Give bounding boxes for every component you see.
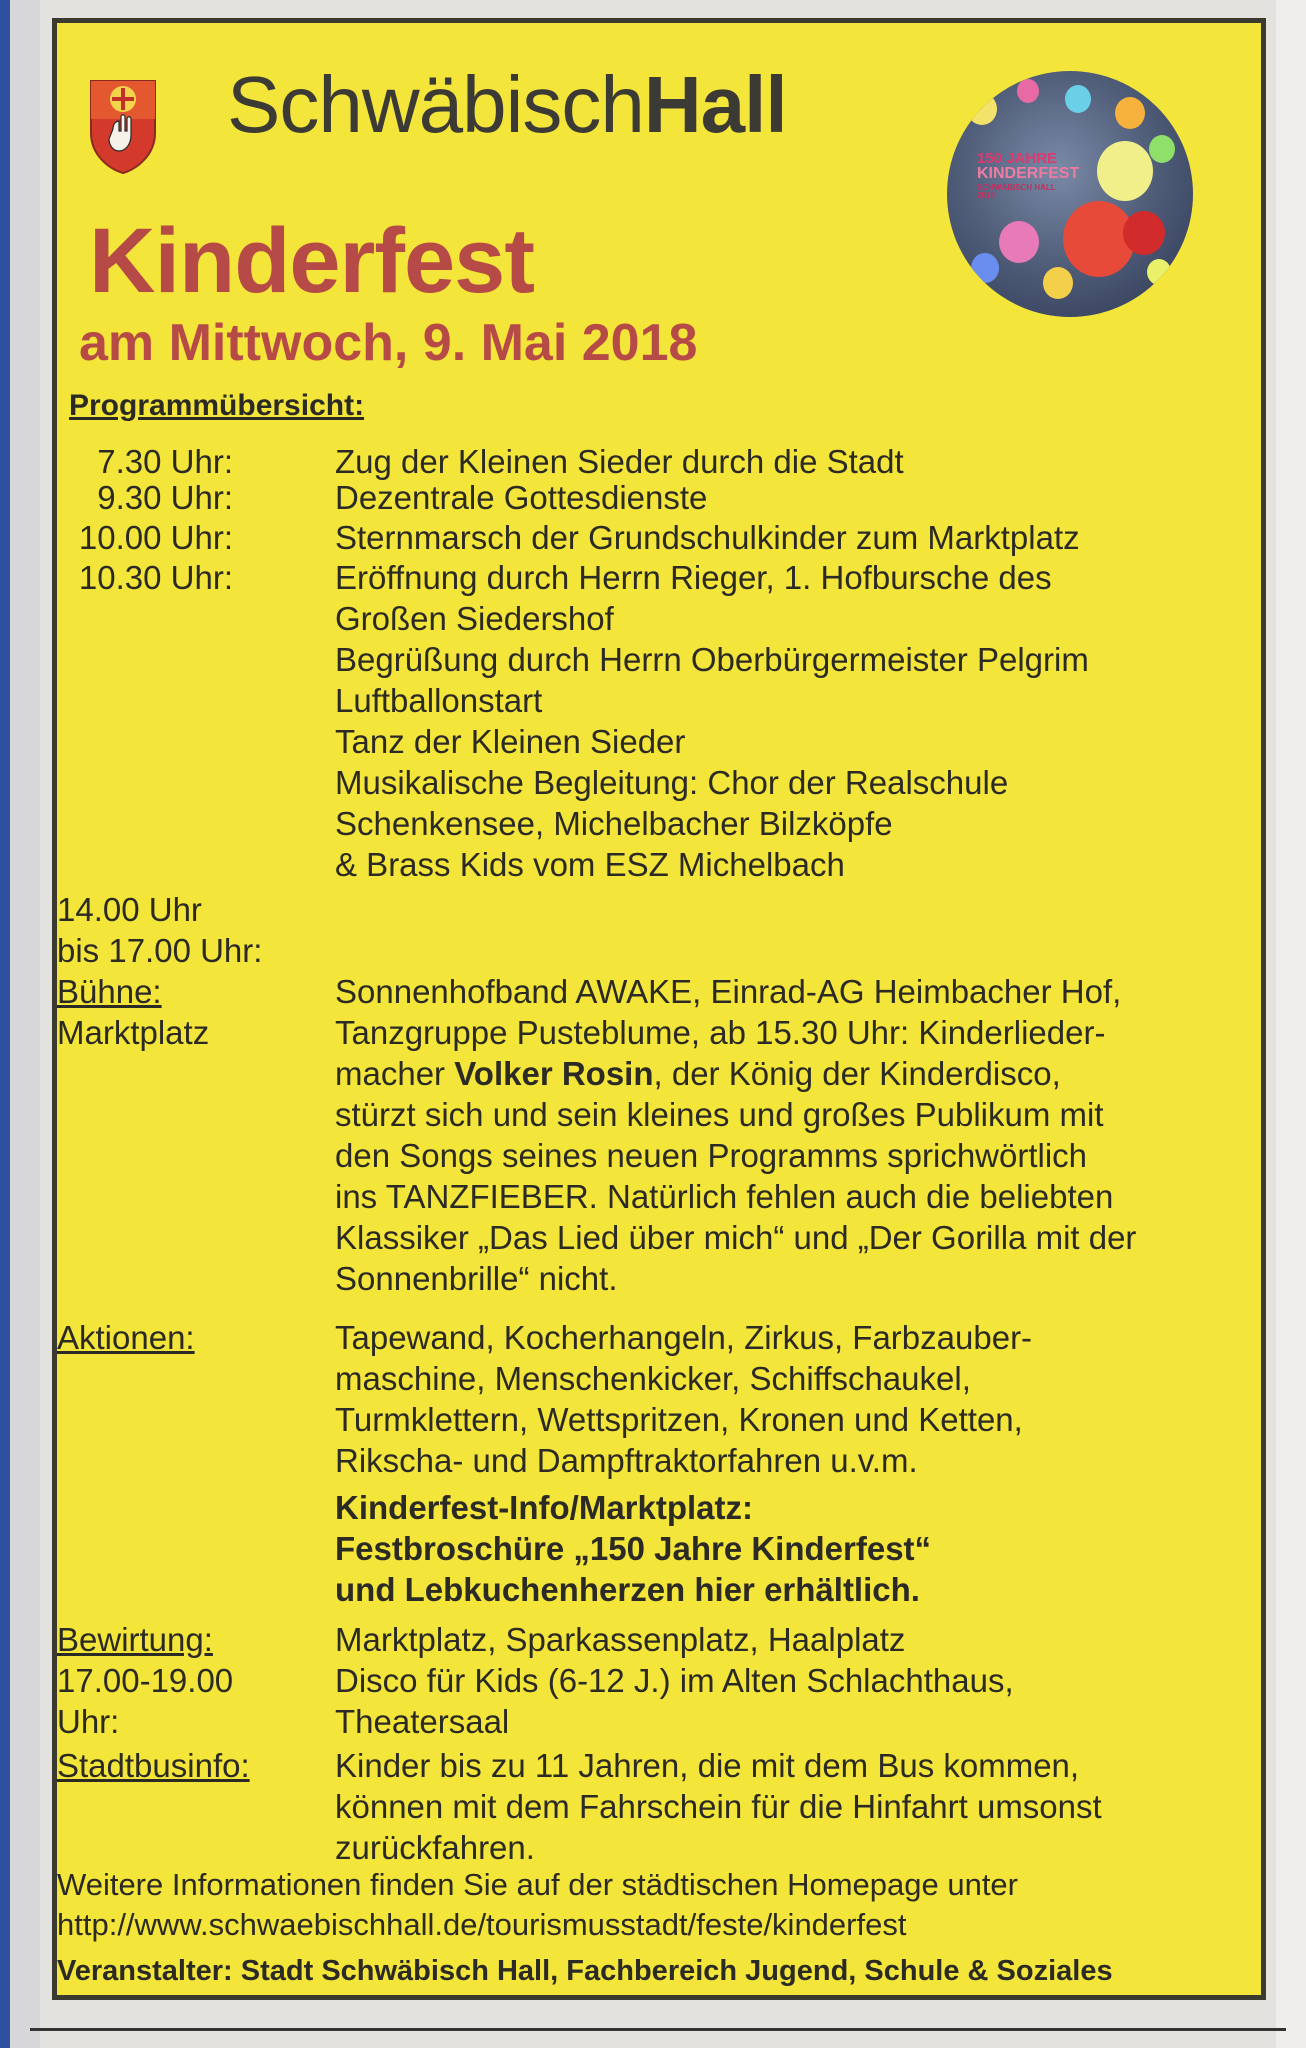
footer-info: Weitere Informationen finden Sie auf der städtischen Homepage unter bbox=[57, 1867, 1018, 1902]
brand-name: SchwäbischHall bbox=[227, 60, 787, 149]
event-date: am Mittwoch, 9. Mai 2018 bbox=[79, 314, 698, 372]
bottom-rule bbox=[30, 2028, 1286, 2031]
bus-text: Kinder bis zu 11 Jahren, die mit dem Bus kommen, können mit dem Fahrschein für die Hinfahrt umsonst zurückfahren. bbox=[335, 1747, 1102, 1866]
catering-label: Bewirtung: 17.00-19.00 Uhr: bbox=[57, 1621, 234, 1740]
badge-text: 150 JAHRE KINDERFEST SCHWÄBISCH HALL 2018 bbox=[977, 150, 1080, 200]
schedule-text: Dezentrale Gottesdienste bbox=[335, 479, 708, 516]
afternoon-time: 14.00 Uhr bis 17.00 Uhr: Bühne: Marktplatz bbox=[57, 891, 263, 1051]
anniversary-badge bbox=[947, 71, 1193, 317]
website-link[interactable]: http://www.schwaebischhall.de/tourismusstadt/feste/kinderfest bbox=[57, 1907, 907, 1942]
bus-label: Stadtbusinfo: bbox=[57, 1747, 250, 1784]
newspaper-margin-right bbox=[1276, 0, 1306, 2048]
schedule-time: 7.30 Uhr: bbox=[97, 443, 233, 480]
program-overview-heading: Programmübersicht: bbox=[69, 389, 365, 422]
stage-program: Sonnenhofband AWAKE, Einrad-AG Heimbacher Hof, Tanzgruppe Pusteblume, ab 15.30 Uhr: Kinderlieder- macher Volker Rosin, der König der Kinderdisco, stürzt sich und sein kleines und großes Publikum mit den Songs seines neuen Programms sprichwörtlich ins TANZFIEBER. Natürlich fehlen auch die beliebten Klassiker „Das Lied über mich“ und „Der Gorilla mit der Sonnenbrille“ nicht. bbox=[335, 973, 1137, 1297]
schedule-text: Sternmarsch der Grundschulkinder zum Marktplatz bbox=[335, 519, 1080, 556]
schedule-time: 9.30 Uhr: bbox=[97, 479, 233, 516]
actions-text: Tapewand, Kocherhangeln, Zirkus, Farbzauber- maschine, Menschenkicker, Schiffschaukel, Turmklettern, Wettspritzen, Kronen und Ketten, Rikscha- und Dampftraktorfahren u.v.m. Kinderfest-Info/Marktplatz: Festbroschüre „150 Jahre Kinderfest“ und Lebkuchenherzen hier erhältlich. bbox=[335, 1319, 1033, 1608]
schedule-text: Eröffnung durch Herrn Rieger, 1. Hofbursche des Großen Siedershof Begrüßung durch Herrn Oberbürgermeister Pelgrim Luftballonstart Tanz der Kleinen Sieder Musikalische Begleitung: Chor der Realschule Schenkensee, Michelbacher Bilzköpfe & Brass Kids vom ESZ Michelbach bbox=[335, 559, 1089, 883]
kinderfest-advertisement bbox=[52, 18, 1266, 2000]
schedule-time: 10.00 Uhr: bbox=[78, 519, 233, 556]
schedule-time: 10.30 Uhr: bbox=[78, 559, 233, 596]
newspaper-edge-stripe bbox=[0, 0, 10, 2048]
newspaper-margin-left bbox=[0, 0, 40, 2048]
event-title: Kinderfest bbox=[89, 210, 534, 312]
catering-text: Marktplatz, Sparkassenplatz, Haalplatz Disco für Kids (6-12 J.) im Alten Schlachthaus, Theatersaal bbox=[335, 1621, 1014, 1740]
schedule-text: Zug der Kleinen Sieder durch die Stadt bbox=[335, 443, 904, 480]
organizer: Veranstalter: Stadt Schwäbisch Hall, Fachbereich Jugend, Schule & Soziales bbox=[57, 1955, 1113, 1987]
actions-label: Aktionen: bbox=[57, 1319, 195, 1356]
city-crest-icon bbox=[87, 75, 159, 175]
footer bbox=[57, 1865, 1261, 1991]
